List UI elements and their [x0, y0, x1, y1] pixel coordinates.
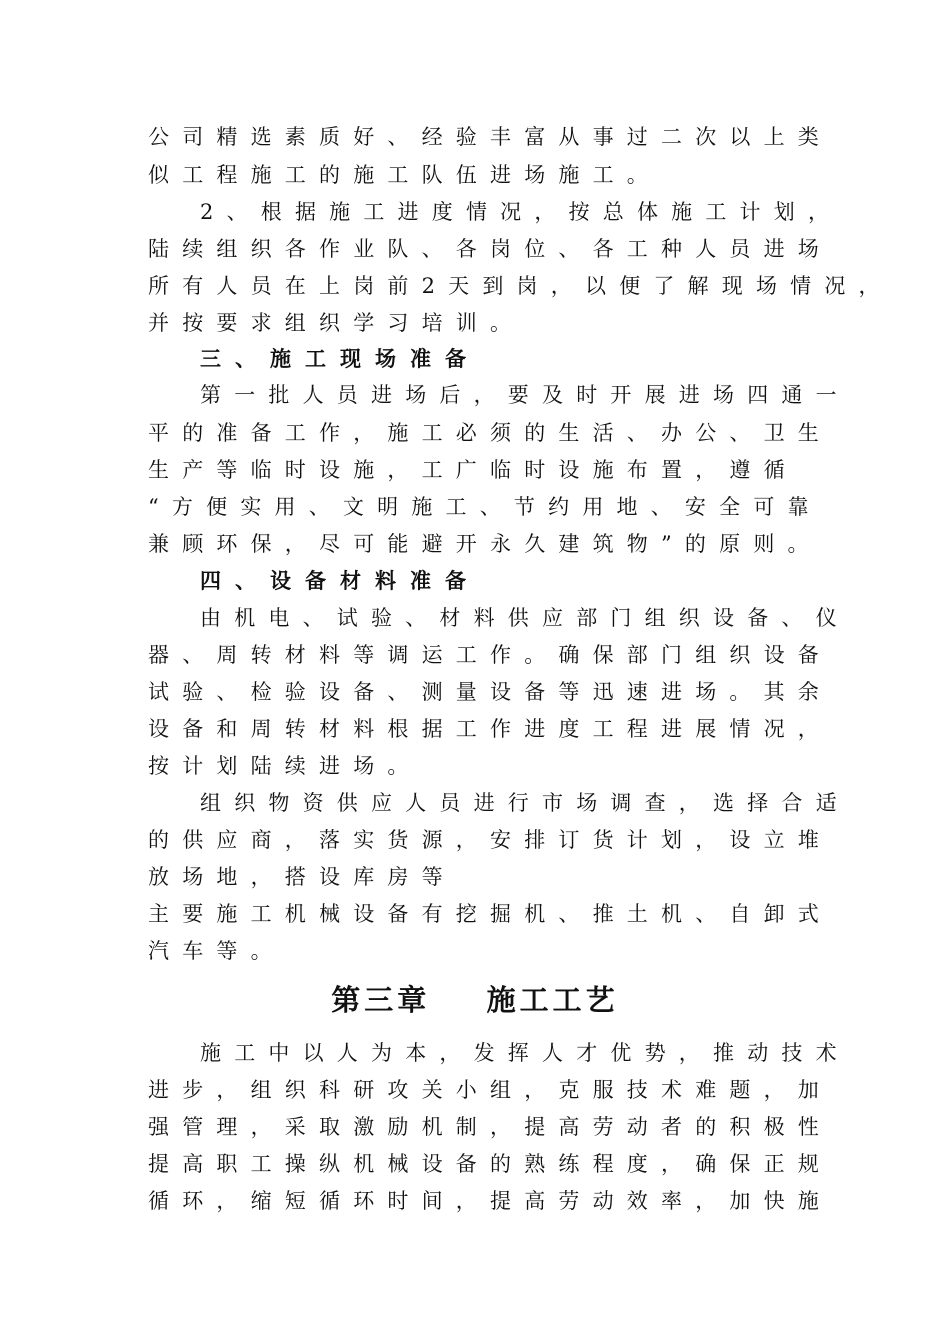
- paragraph-line: 的供应商，落实货源，安排订货计划，设立堆: [148, 828, 832, 852]
- chapter-title: 第三章 施工工艺: [331, 983, 619, 1017]
- paragraph-line: 2、根据施工进度情况，按总体施工计划，: [200, 200, 843, 224]
- paragraph-line: 按计划陆续进场。: [148, 754, 422, 778]
- paragraph-line: 兼顾环保，尽可能避开永久建筑物”的原则。: [148, 532, 822, 556]
- paragraph-line: 陆续组织各作业队、各岗位、各工种人员进场: [148, 237, 832, 261]
- paragraph-line: 平的准备工作，施工必须的生活、办公、卫生: [148, 421, 832, 445]
- paragraph-line: “方便实用、文明施工、节约用地、安全可靠: [148, 495, 822, 519]
- paragraph-line: 施工中以人为本，发挥人才优势，推动技术: [200, 1041, 850, 1065]
- paragraph-line: 并按要求组织学习培训。: [148, 311, 525, 335]
- paragraph-line: 由机电、试验、材料供应部门组织设备、仪: [200, 606, 850, 630]
- paragraph-line: 器、周转材料等调运工作。确保部门组织设备: [148, 643, 832, 667]
- paragraph-line: 第一批人员进场后，要及时开展进场四通一: [200, 383, 850, 407]
- paragraph-line: 似工程施工的施工队伍进场施工。: [148, 163, 661, 187]
- paragraph-line: 提高职工操纵机械设备的熟练程度，确保正规: [148, 1152, 832, 1176]
- paragraph-line: 所有人员在上岗前2天到岗，以便了解现场情况，: [148, 274, 893, 298]
- section-heading-equipment-materials: 四、设备材料准备: [200, 569, 480, 593]
- paragraph-line: 试验、检验设备、测量设备等迅速进场。其余: [148, 680, 832, 704]
- paragraph-line: 强管理，采取激励机制，提高劳动者的积极性: [148, 1115, 832, 1139]
- paragraph-line: 组织物资供应人员进行市场调查，选择合适: [200, 791, 850, 815]
- paragraph-line: 循环，缩短循环时间，提高劳动效率，加快施: [148, 1189, 832, 1213]
- paragraph-line: 放场地，搭设库房等: [148, 865, 456, 889]
- paragraph-line: 设备和周转材料根据工作进度工程进展情况，: [148, 717, 832, 741]
- paragraph-line: 公司精选素质好、经验丰富从事过二次以上类: [148, 125, 832, 149]
- paragraph-line: 汽车等。: [148, 939, 285, 963]
- paragraph-line: 进步，组织科研攻关小组，克服技术难题，加: [148, 1078, 832, 1102]
- paragraph-line: 主要施工机械设备有挖掘机、推土机、自卸式: [148, 902, 832, 926]
- section-heading-site-preparation: 三、施工现场准备: [200, 347, 480, 371]
- paragraph-line: 生产等临时设施，工广临时设施布置，遵循: [148, 458, 798, 482]
